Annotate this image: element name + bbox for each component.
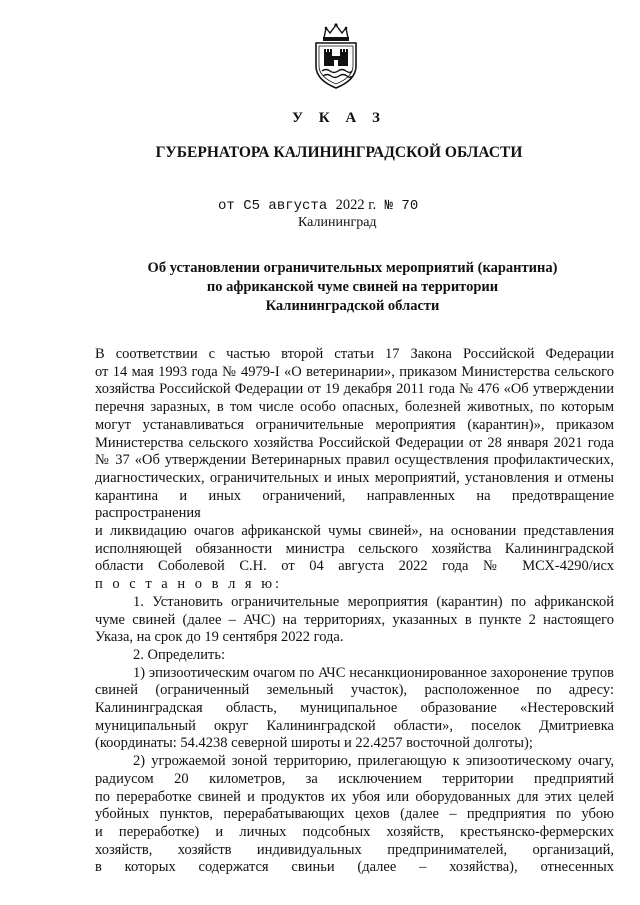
date-prefix: от	[218, 198, 235, 214]
text-line: хозяйства Российской Федерации от 19 декабря 2011 года № 476 «Об утверждении	[95, 381, 614, 398]
date-number-line	[218, 197, 418, 214]
decree-body	[95, 346, 614, 877]
text-line: и ликвидацию очагов африканской чумы свиней», на основании представления	[95, 523, 614, 540]
text-line: убойных пунктов, перерабатывающих цехов (далее – предприятия по убою	[95, 806, 614, 823]
text-line: могут устанавливаться ограничительные мероприятия (карантин)», приказом	[95, 416, 614, 433]
text-line: 1) эпизоотическим очагом по АЧС несанкционированное захоронение трупов	[133, 664, 614, 681]
text-line: по переработке свиней и продуктов их убоя или оборудованных для этих целей	[95, 788, 614, 805]
text-line: перечня заразных, в том числе особо опасных, болезней животных, по которым	[95, 399, 614, 416]
issuing-authority: ГУБЕРНАТОРА КАЛИНИНГРАДСКОЙ ОБЛАСТИ	[155, 144, 523, 161]
item-2-1-paragraph	[95, 665, 614, 754]
coat-of-arms-emblem	[310, 22, 362, 90]
text-line: (координаты: 54.4238 северной широты и 22.4257 восточной долготы);	[95, 735, 533, 752]
text-line: хозяйств, хозяйств индивидуальных предпринимателей, организаций,	[95, 841, 614, 858]
text-line: в которых содержатся свиньи (далее – хозяйства), отнесенных	[95, 859, 614, 876]
text-line: Министерства сельского хозяйства Российской Федерации от 28 января 2021 года	[95, 434, 614, 451]
document-type-heading: У К А З	[292, 110, 386, 126]
text-line: от 14 мая 1993 года № 4979-I «О ветеринарии», приказом Министерства сельского	[95, 363, 614, 380]
text-line: исполняющей обязанности министра сельского хозяйства Калининградской	[95, 540, 614, 557]
decree-title-line: по африканской чуме свиней на территории	[206, 279, 499, 295]
text-line: и переработке) и личных подсобных хозяйств, крестьянско-фермерских	[95, 823, 614, 840]
text-line: радиусом 20 километров, за исключением территории предприятий	[95, 770, 614, 787]
item-2-heading	[95, 647, 614, 665]
text-line: В соответствии с частью второй статьи 17 Закона Российской Федерации	[95, 346, 614, 362]
text-line: 1. Установить ограничительные мероприятия (карантин) по африканской	[133, 593, 614, 610]
item-1-paragraph	[95, 594, 614, 647]
text-line: области Соболевой С.Н. от 04 августа 2022 года № МСХ-4290/исх	[95, 558, 614, 575]
decree-title-line: Калининградской области	[265, 298, 440, 314]
text-line: 2. Определить:	[133, 646, 226, 663]
text-line: 2) угрожаемой зоной территорию, прилегающую к эпизоотическому очагу,	[133, 753, 614, 770]
decree-title-line: Об установлении ограничительных мероприятий (карантина)	[147, 260, 558, 276]
item-2-2-paragraph	[95, 753, 614, 877]
coat-of-arms-icon	[310, 22, 362, 90]
decree-number: 70	[401, 198, 419, 214]
resolve-word: п о с т а н о в л я ю:	[95, 576, 283, 593]
city-name: Калининград	[298, 215, 377, 230]
preamble-paragraph	[95, 346, 614, 594]
text-line: № 37 «Об утверждении Ветеринарных правил осуществления профилактических,	[95, 452, 614, 469]
text-line: Указа, на срок до 19 сентября 2022 года.	[95, 629, 344, 646]
date-year: 2022 г.	[335, 197, 377, 213]
decree-title	[120, 259, 585, 316]
text-line: Калининградская область, муниципальное образование «Нестеровский	[95, 700, 614, 717]
text-line: муниципальный округ Калининградской области», поселок Дмитриевка	[95, 717, 614, 734]
text-line: чуме свиней (далее – АЧС) на территориях, указанных в пункте 2 настоящего	[95, 611, 614, 628]
text-line: свиней (ограниченный земельный участок), расположенное по адресу:	[95, 682, 614, 699]
text-line: диагностических, ограничительных и иных мероприятий, установления и отмены	[95, 469, 614, 486]
number-sign: №	[384, 198, 394, 214]
date-day-month: С5 августа	[243, 198, 328, 214]
text-line: карантина и иных ограничений, направленных на предотвращение распространения	[95, 487, 614, 522]
